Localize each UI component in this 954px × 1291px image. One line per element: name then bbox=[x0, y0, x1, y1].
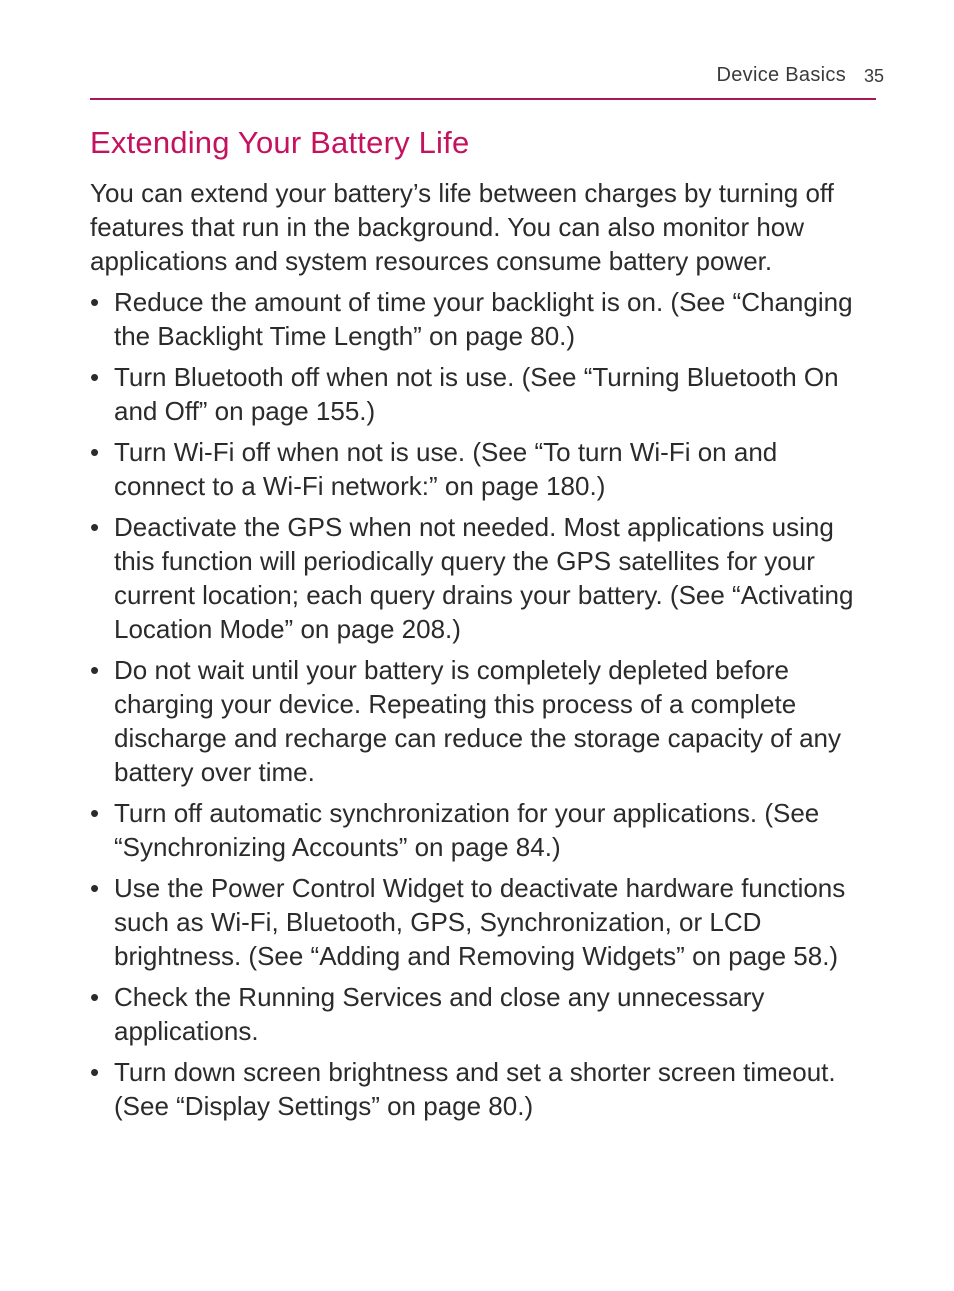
list-item-text: Do not wait until your battery is completely depleted before charging your device. Repeating this process of a complete discharge and recharge can reduce the storage capacity of any battery over time. bbox=[114, 655, 842, 787]
list-item-text: Turn Bluetooth off when not is use. (See “Turning Bluetooth On and Off” on page 155.) bbox=[114, 362, 839, 426]
section-content bbox=[90, 176, 872, 1123]
list-item-text: Use the Power Control Widget to deactivate hardware functions such as Wi-Fi, Bluetooth, GPS, Synchronization, or LCD brightness. (See “Adding and Removing Widgets” on page 58.) bbox=[114, 873, 846, 971]
bullet-icon: • bbox=[90, 512, 100, 542]
tips-list bbox=[90, 285, 872, 1123]
list-item bbox=[90, 285, 872, 353]
list-item bbox=[90, 435, 872, 503]
list-item bbox=[90, 360, 872, 428]
page-number: 35 bbox=[863, 66, 884, 86]
list-item-text: Turn off automatic synchronization for your applications. (See “Synchronizing Accounts” on page 84.) bbox=[114, 798, 820, 862]
list-item bbox=[90, 653, 872, 789]
bullet-icon: • bbox=[90, 437, 100, 467]
list-item-text: Deactivate the GPS when not needed. Most applications using this function will periodically query the GPS satellites for your current location; each query drains your battery. (See “Activating Location Mode” on page 208.) bbox=[114, 512, 854, 644]
list-item-text: Turn Wi-Fi off when not is use. (See “To turn Wi-Fi on and connect to a Wi-Fi network:” on page 180.) bbox=[114, 437, 778, 501]
section-title: Extending Your Battery Life bbox=[90, 125, 470, 160]
bullet-icon: • bbox=[90, 982, 100, 1012]
header-section-title: Device Basics bbox=[716, 64, 846, 86]
list-item bbox=[90, 871, 872, 973]
bullet-icon: • bbox=[90, 362, 100, 392]
bullet-icon: • bbox=[90, 287, 100, 317]
bullet-icon: • bbox=[90, 1057, 100, 1087]
page-header bbox=[90, 62, 884, 100]
list-item-text: Turn down screen brightness and set a shorter screen timeout. (See “Display Settings” on page 80.) bbox=[114, 1057, 836, 1121]
list-item-text: Reduce the amount of time your backlight is on. (See “Changing the Backlight Time Length” on page 80.) bbox=[114, 287, 853, 351]
bullet-icon: • bbox=[90, 655, 100, 685]
list-item bbox=[90, 1055, 872, 1123]
intro-paragraph: You can extend your battery’s life between charges by turning off features that run in the background. You can also monitor how applications and system resources consume battery power. bbox=[90, 178, 834, 276]
list-item bbox=[90, 980, 872, 1048]
list-item bbox=[90, 510, 872, 646]
bullet-icon: • bbox=[90, 873, 100, 903]
list-item-text: Check the Running Services and close any unnecessary applications. bbox=[114, 982, 765, 1046]
bullet-icon: • bbox=[90, 798, 100, 828]
list-item bbox=[90, 796, 872, 864]
